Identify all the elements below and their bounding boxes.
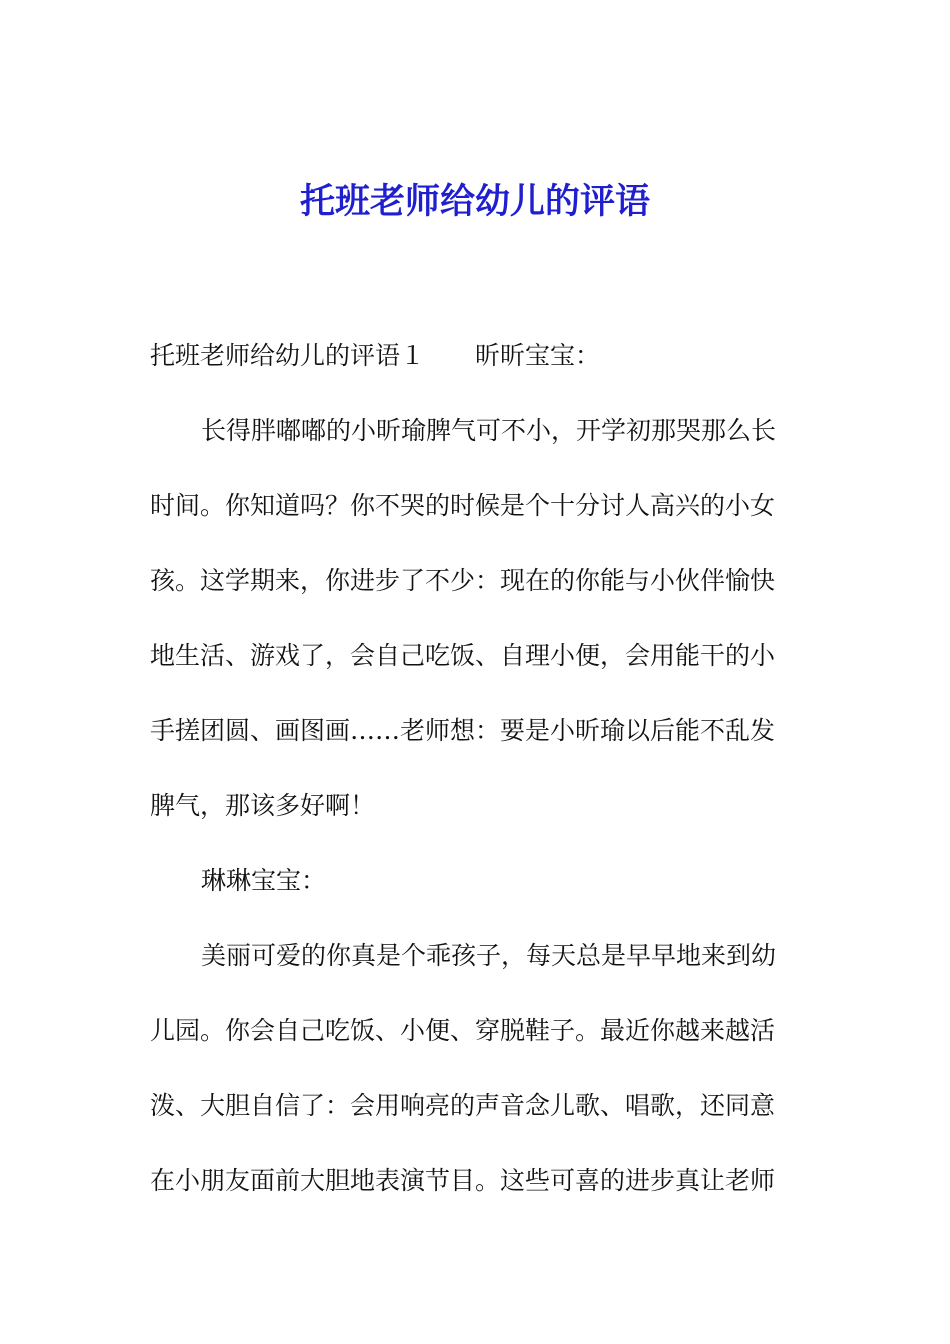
paragraph-2-line: 美丽可爱的你真是个乖孩子，每天总是早早地来到幼: [201, 941, 777, 970]
paragraph-1-line: 孩。这学期来，你进步了不少：现在的你能与小伙伴愉快: [150, 566, 776, 595]
document-title: 托班老师给幼儿的评语: [299, 181, 650, 222]
section-heading: 托班老师给幼儿的评语１: [150, 341, 426, 370]
paragraph-2-line: 在小朋友面前大胆地表演节目。这些可喜的进步真让老师: [150, 1166, 776, 1195]
greeting-2: 琳琳宝宝：: [201, 866, 327, 895]
paragraph-1-line: 时间。你知道吗？你不哭的时候是个十分讨人高兴的小女: [150, 491, 776, 520]
paragraph-2-line: 泼、大胆自信了：会用响亮的声音念儿歌、唱歌，还同意: [150, 1091, 776, 1120]
document-body: [150, 318, 792, 1218]
paragraph-1-line: 地生活、游戏了，会自己吃饭、自理小便，会用能干的小: [150, 641, 776, 670]
paragraph-1-line: 脾气，那该多好啊！: [150, 791, 376, 820]
greeting-1: 昕昕宝宝：: [475, 341, 601, 370]
section-heading-line: [150, 318, 792, 393]
paragraph-1-line: 长得胖嘟嘟的小昕瑜脾气可不小，开学初那哭那么长: [201, 416, 777, 445]
paragraph-1-line: 手搓团圆、画图画……老师想：要是小昕瑜以后能不乱发: [150, 716, 776, 745]
paragraph-2-line: 儿园。你会自己吃饭、小便、穿脱鞋子。最近你越来越活: [150, 1016, 776, 1045]
